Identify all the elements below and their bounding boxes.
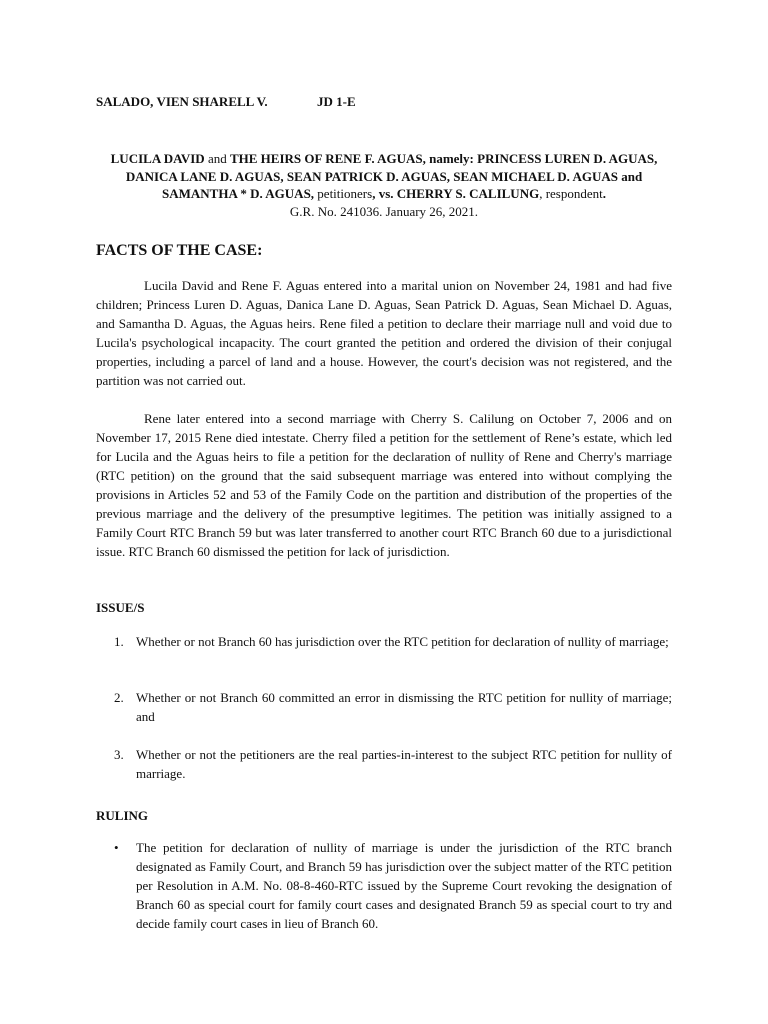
issue-number: 3. bbox=[114, 747, 124, 762]
ruling-heading: RULING bbox=[96, 808, 149, 823]
respondent-label: , respondent bbox=[539, 186, 603, 201]
caption-period: . bbox=[602, 186, 606, 201]
student-name: SALADO, VIEN SHARELL V. bbox=[96, 94, 268, 109]
issue-text: Whether or not Branch 60 has jurisdiction over the RTC petition for declaration of nullity of marriage; bbox=[136, 634, 669, 649]
facts-paragraph: Rene later entered into a second marriage with Cherry S. Calilung on October 7, 2006 and on November 17, 2015 Rene died intestate. Cherry filed a petition for the settlement of Rene’s estate, which led for Lucila and the Aguas heirs to file a petition for the declaration of nullity of Rene and Cherry's marriage (RTC petition) on the ground that the said subsequent marriage was entered into without complying the provisions in Articles 52 and 53 of the Family Code on the partition and distribution of the properties of the previous marriage and the delivery of the presumptive legitimes. The petition was initially assigned to a Family Court RTC Branch 59 but was later transferred to another court RTC Branch 60 due to a jurisdictional issue. RTC Branch 60 dismissed the petition for lack of jurisdiction. bbox=[96, 411, 672, 559]
facts-paragraph: Lucila David and Rene F. Aguas entered into a marital union on November 24, 1981 and had five children; Princess Luren D. Aguas, Danica Lane D. Aguas, Sean Patrick D. Aguas, Sean Michael D. Aguas, and Samantha D. Aguas, the Aguas heirs. Rene filed a petition to declare their marriage null and void due to Lucila's psychological incapacity. The court granted the petition and ordered the division of their conjugal properties, including a parcel of land and a house. However, the court's decision was not registered, and the partition was not carried out. bbox=[96, 278, 672, 388]
caption-conjunction: and bbox=[204, 151, 230, 166]
issue-text: Whether or not Branch 60 committed an error in dismissing the RTC petition for nullity of marriage; and bbox=[136, 690, 672, 724]
ruling-text: The petition for declaration of nullity of marriage is under the jurisdiction of the RTC branch designated as Family Court, and Branch 59 has jurisdiction over the subject matter of the RTC petition per Resolution in A.M. No. 08-8-460-RTC issued by the Supreme Court revoking the designation of Branch 60 as special court for family court cases and designated Branch 59 as special court to try and decide family court cases in lieu of Branch 60. bbox=[136, 840, 672, 931]
facts-heading: FACTS OF THE CASE: bbox=[96, 242, 263, 259]
issue-number: 2. bbox=[114, 690, 124, 705]
petitioner-name: LUCILA DAVID bbox=[110, 151, 205, 166]
document-header bbox=[96, 94, 356, 110]
class-code: JD 1-E bbox=[317, 94, 356, 109]
heirs-names: THE HEIRS OF RENE F. AGUAS, namely: PRINCESS LUREN D. AGUAS, DANICA LANE D. AGUAS, SEAN PATRICK D. AGUAS, SEAN MICHAEL D. AGUAS and SAMANTHA * D. AGUAS, bbox=[125, 151, 658, 201]
ruling-list bbox=[96, 838, 672, 933]
issue-number: 1. bbox=[114, 634, 124, 649]
case-citation: G.R. No. 241036. January 26, 2021. bbox=[289, 203, 479, 219]
case-caption bbox=[96, 150, 672, 220]
bullet-icon: • bbox=[114, 840, 119, 855]
issue-text: Whether or not the petitioners are the real parties-in-interest to the subject RTC petition for nullity of marriage. bbox=[136, 747, 672, 781]
versus-text: , vs. bbox=[372, 186, 397, 201]
ruling-item bbox=[96, 838, 672, 933]
petitioners-label: petitioners bbox=[314, 186, 373, 201]
respondent-name: CHERRY S. CALILUNG bbox=[396, 186, 540, 201]
issues-heading: ISSUE/S bbox=[96, 600, 145, 615]
